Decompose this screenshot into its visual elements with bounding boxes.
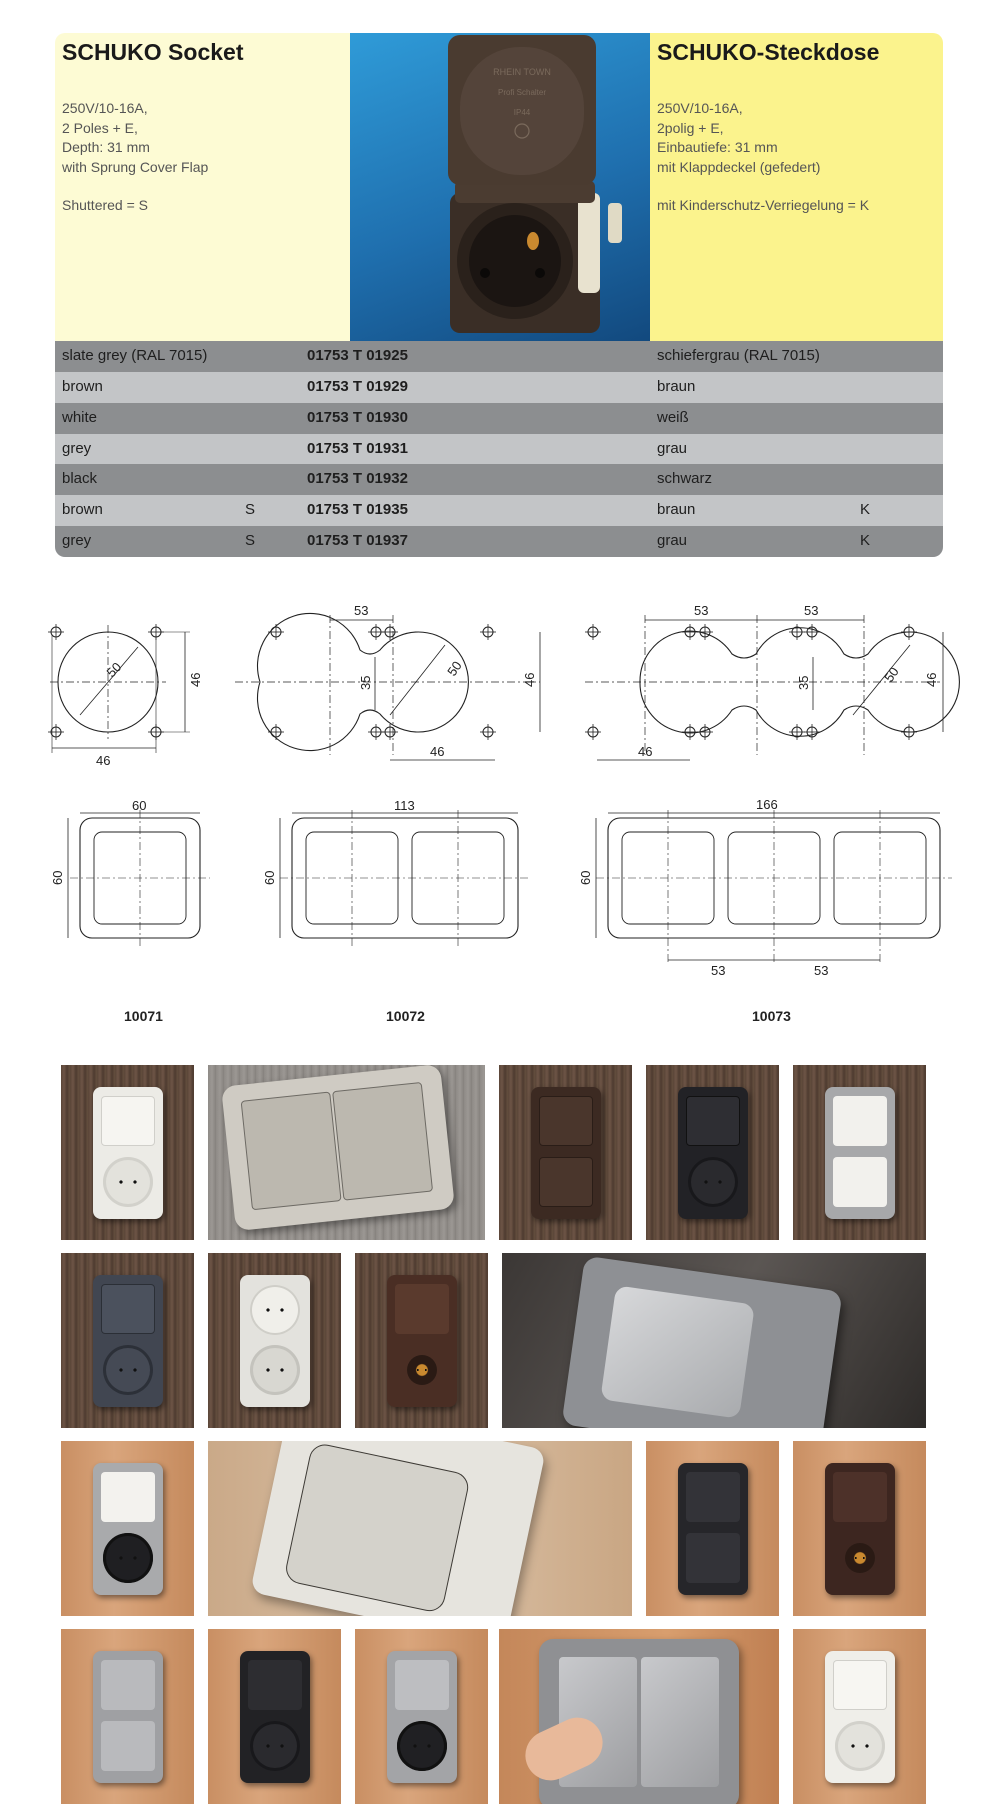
color-english: grey bbox=[62, 532, 92, 550]
dim-double-height: 46 bbox=[522, 672, 537, 687]
rocker-key bbox=[283, 1442, 471, 1615]
photo-finger-pressing-switch bbox=[499, 1629, 779, 1804]
article-number: 01753 T 01937 bbox=[307, 532, 408, 550]
rocker-right bbox=[332, 1082, 433, 1201]
photo-brown-switch-dimmer-2 bbox=[793, 1441, 926, 1616]
frame-plate bbox=[93, 1651, 163, 1783]
table-row bbox=[55, 341, 943, 372]
closeup-frame bbox=[250, 1441, 546, 1616]
photo-silver-white-switch-socket bbox=[61, 1441, 194, 1616]
technical-drawings bbox=[40, 575, 960, 1035]
photo-white-switch-closeup bbox=[208, 1441, 632, 1616]
child-lock-flag: K bbox=[860, 501, 871, 519]
table-row bbox=[55, 434, 943, 465]
flap-embossed-text-2: Profi Schalter bbox=[497, 88, 547, 97]
socket-outlet bbox=[250, 1345, 300, 1395]
variant-table bbox=[55, 341, 943, 557]
color-german: grau bbox=[657, 532, 688, 550]
dim-triple-width: 46 bbox=[638, 744, 653, 759]
socket-outlet bbox=[835, 1721, 885, 1771]
product-header bbox=[55, 33, 943, 341]
photo-black-double-switch bbox=[646, 1441, 779, 1616]
socket-product-photo bbox=[350, 33, 650, 341]
table-row bbox=[55, 495, 943, 526]
rocker-key bbox=[600, 1285, 755, 1418]
switch-key bbox=[101, 1096, 155, 1146]
color-german: schwarz bbox=[657, 470, 713, 488]
switch-key bbox=[686, 1096, 740, 1146]
switch-key bbox=[101, 1660, 155, 1710]
dim-frame-triple-height: 60 bbox=[578, 870, 593, 885]
photo-black-switch-socket-2 bbox=[208, 1629, 341, 1804]
child-lock-flag: K bbox=[860, 532, 871, 550]
article-number: 01753 T 01925 bbox=[307, 347, 408, 364]
switch-key bbox=[248, 1660, 302, 1710]
frame-plate bbox=[93, 1087, 163, 1219]
cutout-single bbox=[48, 624, 190, 753]
photo-white-switch-socket bbox=[61, 1065, 194, 1240]
note-english: Shuttered = S bbox=[62, 197, 149, 213]
frame-plate bbox=[387, 1651, 457, 1783]
frame-single-drawing bbox=[68, 810, 210, 947]
article-number: 01753 T 01931 bbox=[307, 439, 408, 457]
dim-triple-gap: 35 bbox=[796, 675, 811, 690]
table-row bbox=[55, 464, 943, 495]
photo-brown-switch-dimmer bbox=[355, 1253, 488, 1428]
photo-brown-double-switch bbox=[499, 1065, 632, 1240]
dim-double-width: 46 bbox=[430, 744, 445, 759]
dim-double-spacing: 53 bbox=[354, 603, 369, 618]
dim-frame-single-width: 60 bbox=[132, 798, 147, 813]
header-german-panel bbox=[650, 33, 943, 341]
switch-key bbox=[686, 1472, 740, 1522]
dimmer-knob bbox=[407, 1355, 437, 1385]
table-row bbox=[55, 372, 943, 403]
table-row bbox=[55, 403, 943, 434]
note-german: mit Kinderschutz-Verriegelung = K bbox=[657, 197, 870, 213]
dim-triple-spacing-2: 53 bbox=[804, 603, 819, 618]
switch-key bbox=[539, 1096, 593, 1146]
dim-single-height: 46 bbox=[188, 672, 203, 687]
article-number: 01753 T 01932 bbox=[307, 470, 408, 488]
frame-triple-drawing bbox=[596, 810, 952, 965]
dim-single-diameter: 50 bbox=[103, 659, 125, 681]
dim-double-gap: 35 bbox=[358, 675, 373, 690]
switch-key bbox=[833, 1472, 887, 1522]
title-german: SCHUKO-Steckdose bbox=[657, 39, 880, 65]
photo-black-switch-socket bbox=[646, 1065, 779, 1240]
dim-frame-triple-spacing-1: 53 bbox=[711, 963, 726, 978]
frame-code-single: 10071 bbox=[124, 1008, 163, 1024]
frame-plate bbox=[93, 1463, 163, 1595]
spec-english: 250V/10-16A, 2 Poles + E, Depth: 31 mm with Sprung Cover Flap bbox=[62, 100, 209, 175]
color-german: weiß bbox=[657, 408, 689, 426]
frame-plate bbox=[240, 1651, 310, 1783]
closeup-frame bbox=[221, 1065, 455, 1231]
color-english: brown bbox=[62, 501, 103, 519]
dim-single-width: 46 bbox=[96, 753, 111, 768]
frame-plate bbox=[678, 1463, 748, 1595]
photo-grey-double-rocker-closeup bbox=[208, 1065, 485, 1240]
socket-illustration bbox=[350, 33, 650, 341]
switch-key bbox=[101, 1284, 155, 1334]
frame-plate bbox=[240, 1275, 310, 1407]
socket-outlet bbox=[397, 1721, 447, 1771]
closeup-frame bbox=[561, 1256, 842, 1428]
table-row bbox=[55, 526, 943, 557]
article-number: 01753 T 01930 bbox=[307, 408, 408, 426]
frame-plate bbox=[825, 1651, 895, 1783]
socket-outlet bbox=[250, 1721, 300, 1771]
photo-silver-double-switch-2 bbox=[61, 1629, 194, 1804]
switch-key bbox=[539, 1157, 593, 1207]
frame-plate bbox=[531, 1087, 601, 1219]
photo-silver-double-switch bbox=[793, 1065, 926, 1240]
color-german: schiefergrau (RAL 7015) bbox=[657, 347, 820, 364]
color-german: grau bbox=[657, 439, 688, 457]
photo-slate-grey-switch-socket bbox=[61, 1253, 194, 1428]
socket-outlet bbox=[103, 1345, 153, 1395]
dim-frame-double-height: 60 bbox=[262, 870, 277, 885]
frame-double-drawing bbox=[280, 810, 530, 947]
switch-key bbox=[833, 1157, 887, 1207]
switch-key bbox=[101, 1721, 155, 1771]
dim-double-diameter: 50 bbox=[444, 658, 465, 679]
switch-key bbox=[395, 1284, 449, 1334]
article-number: 01753 T 01929 bbox=[307, 377, 408, 395]
title-english: SCHUKO Socket bbox=[62, 39, 244, 65]
frame-plate bbox=[93, 1275, 163, 1407]
cutout-triple bbox=[585, 615, 959, 760]
color-german: braun bbox=[657, 501, 696, 519]
frame-plate bbox=[678, 1087, 748, 1219]
color-english: slate grey (RAL 7015) bbox=[62, 347, 208, 364]
color-english: brown bbox=[62, 377, 103, 395]
frame-code-triple: 10073 bbox=[752, 1008, 791, 1024]
cover-flap bbox=[250, 1285, 300, 1335]
frame-plate bbox=[387, 1275, 457, 1407]
flap-embossed-text-1: RHEIN TOWN bbox=[493, 67, 551, 77]
color-english: black bbox=[62, 470, 98, 488]
color-english: white bbox=[62, 408, 98, 426]
switch-key bbox=[101, 1472, 155, 1522]
dim-triple-height: 46 bbox=[924, 672, 939, 687]
socket-outlet bbox=[103, 1533, 153, 1583]
spec-german: 250V/10-16A, 2polig + E, Einbautiefe: 31 mm mit Klappdeckel (gefedert) bbox=[657, 100, 821, 175]
frame-plate bbox=[825, 1463, 895, 1595]
header-english-panel bbox=[55, 33, 350, 341]
socket-outlet bbox=[103, 1157, 153, 1207]
color-english: grey bbox=[62, 439, 92, 457]
switch-key bbox=[686, 1533, 740, 1583]
shutter-flag: S bbox=[245, 532, 256, 550]
rocker-left bbox=[241, 1092, 342, 1211]
color-german: braun bbox=[657, 377, 696, 395]
switch-key bbox=[395, 1660, 449, 1710]
photo-white-switch-socket-2 bbox=[793, 1629, 926, 1804]
dimmer-knob bbox=[845, 1543, 875, 1573]
dim-frame-triple-spacing-2: 53 bbox=[814, 963, 829, 978]
frame-code-double: 10072 bbox=[386, 1008, 425, 1024]
article-number: 01753 T 01935 bbox=[307, 501, 408, 519]
shutter-flag: S bbox=[245, 501, 256, 519]
photo-silver-switch-closeup bbox=[502, 1253, 926, 1428]
dim-frame-triple-width: 166 bbox=[756, 797, 778, 812]
dim-triple-diameter: 50 bbox=[881, 664, 902, 685]
frame-plate bbox=[825, 1087, 895, 1219]
socket-outlet bbox=[688, 1157, 738, 1207]
photo-white-covered-socket bbox=[208, 1253, 341, 1428]
rocker-right bbox=[641, 1657, 719, 1787]
dim-frame-single-height: 60 bbox=[50, 870, 65, 885]
dim-frame-double-width: 113 bbox=[394, 798, 415, 813]
photo-silver-switch-black-socket bbox=[355, 1629, 488, 1804]
dim-triple-spacing-1: 53 bbox=[694, 603, 709, 618]
switch-key bbox=[833, 1096, 887, 1146]
cutout-double bbox=[235, 613, 540, 760]
switch-key bbox=[833, 1660, 887, 1710]
flap-embossed-text-3: IP44 bbox=[513, 108, 531, 117]
